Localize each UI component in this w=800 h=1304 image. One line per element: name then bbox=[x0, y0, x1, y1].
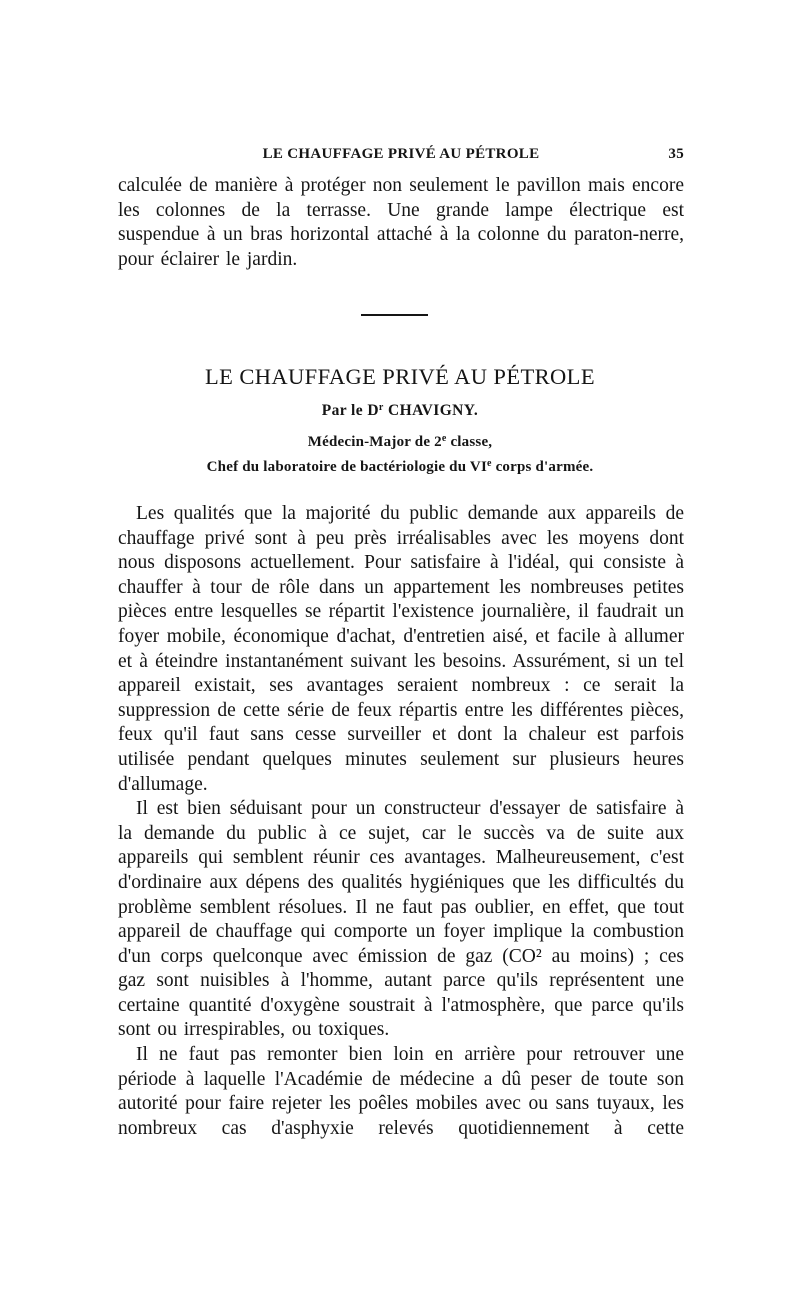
author-byline bbox=[0, 402, 800, 420]
affiliation-lab-prefix: Chef du laboratoire de bactériologie du VI bbox=[206, 459, 487, 475]
article-title: LE CHAUFFAGE PRIVÉ AU PÉTROLE bbox=[205, 364, 595, 389]
intro-paragraph: calculée de manière à protéger non seulement le pavillon mais encore les colonnes de la terrasse. Une grande lampe électrique est suspendue à un bras horizontal attaché à la colonne du paraton-nerre, pour éclairer le jardin. bbox=[118, 175, 684, 270]
affiliation-lab-suffix: corps d'armée. bbox=[491, 459, 594, 475]
affiliation-rank-prefix: Médecin-Major de 2 bbox=[307, 434, 442, 450]
affiliation-rank-superscript: e bbox=[441, 433, 447, 444]
affiliation-lab-superscript: e bbox=[486, 458, 492, 469]
byline-superscript: r bbox=[378, 402, 384, 413]
article-body bbox=[118, 502, 684, 1141]
affiliation-rank-suffix: classe, bbox=[446, 434, 493, 450]
body-paragraph: Il ne faut pas remonter bien loin en arrière pour retrouver une période à laquelle l'Académie de médecine a dû peser de toute son autorité pour faire rejeter les poêles mobiles avec ou sans tuyaux, les nombreux cas d'asphyxie relevés quotidiennement à cette bbox=[118, 1044, 684, 1139]
author-affiliation-rank bbox=[0, 433, 800, 451]
page-number: 35 bbox=[668, 146, 684, 162]
byline-prefix: Par le D bbox=[321, 402, 379, 419]
section-divider bbox=[361, 314, 428, 316]
body-paragraph: Les qualités que la majorité du public demande aux appareils de chauffage privé sont à peu près irréalisables avec les moyens dont nous disposons actuellement. Pour satisfaire à l'idéal, qui consiste à chauffer à tour de rôle dans un appartement les nombreuses petites pièces entre lesquelles se répartit l'existence journalière, il faudrait un foyer mobile, économique d'achat, d'entretien aisé, et facile à allumer et à éteindre instantanément suivant les besoins. Assurément, si un tel appareil existait, ses avantages seraient nombreux : ce serait la suppression de cette série de feux répartis entre les différentes pièces, feux qu'il faut sans cesse surveiller et dont la chaleur est parfois utilisée pendant quelques minutes seulement sur plusieurs heures d'allumage. bbox=[118, 503, 684, 795]
intro-block bbox=[118, 174, 684, 272]
author-name: CHAVIGNY. bbox=[383, 402, 479, 419]
author-affiliation-lab bbox=[0, 458, 800, 476]
body-paragraph: Il est bien séduisant pour un constructeur d'essayer de satisfaire à la demande du public à ce sujet, car le succès va de suite aux appareils qui semblent réunir ces avantages. Malheureusement, c'est d'ordinaire aux dépens des qualités hygiéniques que les difficultés du problème semblent résolues. Il ne faut pas oublier, en effet, que tout appareil de chauffage qui comporte un foyer implique la combustion d'un corps quelconque avec émission de gaz (CO² au moins) ; ces gaz sont nuisibles à l'homme, autant parce qu'ils représentent une certaine quantité d'oxygène soustrait à l'atmosphère, que parce qu'ils sont ou irrespirables, ou toxiques. bbox=[118, 798, 684, 1041]
running-title: LE CHAUFFAGE PRIVÉ AU PÉTROLE bbox=[262, 146, 540, 162]
